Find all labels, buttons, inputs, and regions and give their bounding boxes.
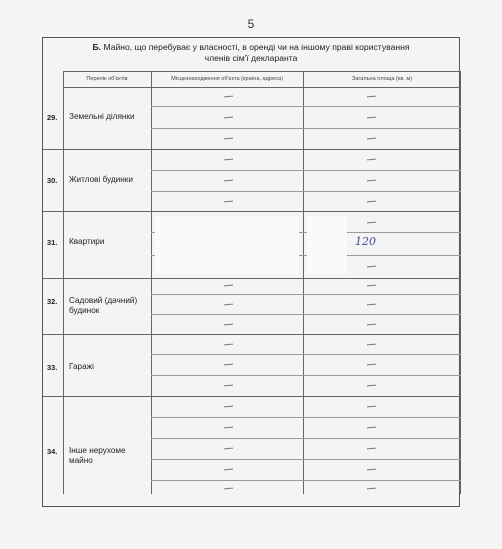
col-line-1	[63, 71, 64, 494]
sub-line	[151, 170, 461, 171]
dash-mark	[367, 222, 376, 224]
section-title	[43, 42, 459, 64]
row-name: Гаражі	[69, 362, 94, 371]
row-name: Житлові будинки	[69, 175, 133, 184]
header-location: Місцезнаходження об'єкта (країна, адреса)	[171, 76, 283, 82]
dash-mark	[224, 406, 233, 408]
row-number: 34.	[47, 447, 58, 456]
dash-mark	[224, 469, 233, 471]
group-line-5	[43, 396, 461, 397]
title-line-1: Майно, що перебуває у власності, в оренді чи на іншому праві користування	[101, 42, 410, 52]
dash-mark	[367, 180, 376, 182]
row-number: 29.	[47, 113, 58, 122]
sub-line	[151, 375, 461, 376]
row-name: Інше нерухоме майно	[69, 446, 126, 465]
sub-line	[151, 480, 461, 481]
header-area: Загальна площа (кв. м)	[351, 76, 413, 82]
page-number: 5	[247, 17, 255, 31]
declaration-table	[42, 37, 460, 507]
sub-line	[151, 294, 461, 295]
group-line-4	[43, 334, 461, 335]
sub-line	[151, 354, 461, 355]
header-bottom-line	[63, 87, 461, 88]
title-line-2: членів сім'ї декларанта	[204, 53, 298, 63]
dash-mark	[224, 488, 233, 490]
redacted-area	[307, 216, 347, 274]
dash-mark	[367, 266, 376, 268]
dash-mark	[224, 427, 233, 429]
dash-mark	[367, 427, 376, 429]
dash-mark	[224, 364, 233, 366]
row-number: 31.	[47, 238, 58, 247]
sub-line	[151, 417, 461, 418]
dash-mark	[367, 159, 376, 161]
sub-line	[151, 191, 461, 192]
group-line-2	[43, 211, 461, 212]
dash-mark	[367, 344, 376, 346]
dash-mark	[367, 304, 376, 306]
section-prefix: Б.	[92, 42, 102, 52]
dash-mark	[224, 96, 233, 98]
dash-mark	[224, 201, 233, 203]
row-name: Садовий (дачний) будинок	[69, 296, 138, 315]
sub-line	[151, 314, 461, 315]
group-line-1	[43, 149, 461, 150]
dash-mark	[367, 285, 376, 287]
dash-mark	[367, 324, 376, 326]
row-name: Квартири	[69, 237, 105, 246]
dash-mark	[224, 344, 233, 346]
dash-mark	[224, 180, 233, 182]
dash-mark	[367, 96, 376, 98]
dash-mark	[224, 285, 233, 287]
header-top-line	[63, 71, 461, 72]
dash-mark	[367, 448, 376, 450]
dash-mark	[367, 138, 376, 140]
row-number: 32.	[47, 297, 58, 306]
dash-mark	[224, 117, 233, 119]
header-objects: Перелік об'єктів	[86, 76, 128, 82]
sub-line	[151, 438, 461, 439]
sub-line	[151, 128, 461, 129]
row-name: Земельні ділянки	[69, 112, 135, 121]
dash-mark	[367, 469, 376, 471]
row-number: 33.	[47, 363, 58, 372]
col-line-2	[151, 71, 152, 494]
dash-mark	[367, 385, 376, 387]
dash-mark	[224, 385, 233, 387]
group-line-3	[43, 278, 461, 279]
apartment-area-value: 120	[355, 235, 376, 248]
row-number: 30.	[47, 176, 58, 185]
dash-mark	[367, 364, 376, 366]
dash-mark	[367, 117, 376, 119]
dash-mark	[224, 448, 233, 450]
dash-mark	[224, 159, 233, 161]
sub-line	[151, 106, 461, 107]
dash-mark	[224, 324, 233, 326]
col-line-3	[303, 71, 304, 494]
dash-mark	[224, 138, 233, 140]
sub-line	[151, 459, 461, 460]
col-line-4	[460, 71, 461, 494]
dash-mark	[367, 406, 376, 408]
dash-mark	[367, 201, 376, 203]
dash-mark	[367, 488, 376, 490]
dash-mark	[224, 304, 233, 306]
redacted-area	[155, 216, 299, 274]
